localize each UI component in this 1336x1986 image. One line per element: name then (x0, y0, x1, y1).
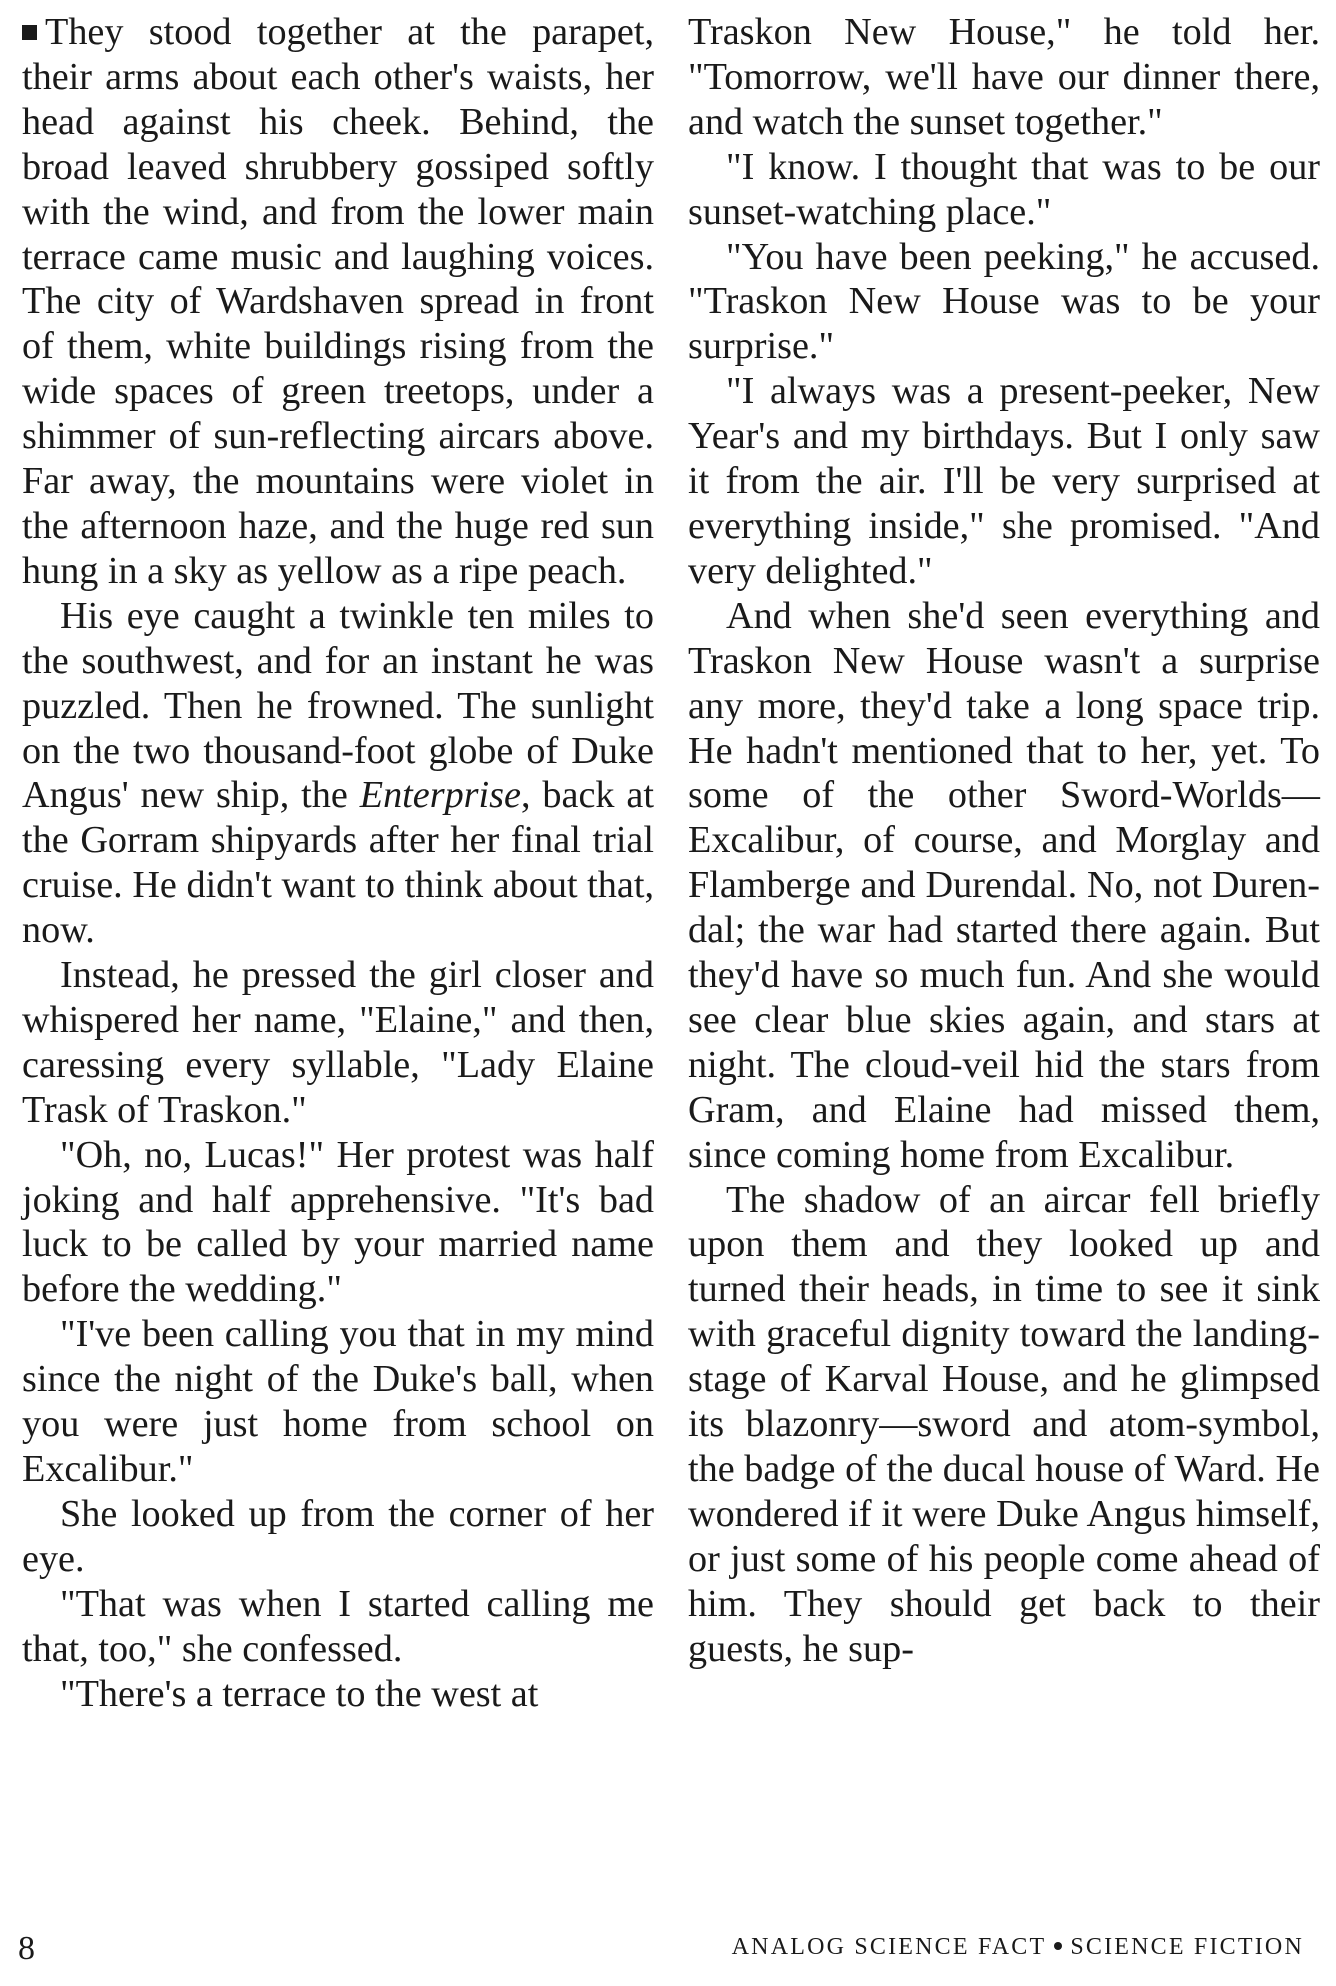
section-start-marker (22, 25, 37, 40)
paragraph: "Oh, no, Lucas!" Her protest was half joking and half apprehensive. "It's bad luck to be called by your married name before the wedding." (22, 1133, 654, 1311)
running-title (732, 1934, 1304, 1961)
paragraph: Traskon New House," he told her. "Tomorrow, we'll have our dinner there, and watch the sunset together." (688, 11, 1320, 143)
paragraph-text: His eye caught a twinkle ten miles to the southwest, and for an instant he was puzzled. Then he frowned. The sunlight on the two thousand-foot globe of Duke Angus' new ship, the (22, 594, 654, 817)
paragraph-text: , back at the Gorram shipyards after her final trial cruise. He didn't want to think about that, now. (22, 774, 654, 952)
left-text-column (22, 10, 654, 1716)
magazine-title-part: ANALOG SCIENCE FACT (731, 1934, 1047, 1960)
paragraph-text: They stood together at the parapet, their arms about each other's waists, her head against his cheek. Behind, the broad leaved shrubbery gossiped softly with the wind, and from the lower main terrace came music and laughing voices. The city of Wardshaven spread in front of them, white buildings rising from the wide spaces of green treetops, under a shimmer of sun-reflecting aircars above. Far away, the mountains were violet in the afternoon haze, and the huge red sun hung in a sky as yellow as a ripe peach. (22, 11, 654, 592)
paragraph: "You have been peeking," he accused. "Traskon New House was to be your surprise." (688, 235, 1320, 368)
paragraph: "I know. I thought that was to be our sunset-watching place." (688, 145, 1320, 233)
ship-name-italic: Enterprise (359, 774, 521, 817)
page-number: 8 (18, 1930, 35, 1967)
paragraph: "There's a terrace to the west at (60, 1672, 539, 1715)
magazine-title-part: SCIENCE FICTION (1070, 1934, 1304, 1960)
paragraph: "I always was a present-peeker, New Year's and my birthdays. But I only saw it from the air. I'll be very surprised at everything inside," she promised. "And very delighted." (688, 370, 1320, 592)
paragraph: Instead, he pressed the girl closer and whispered her name, "Elaine," and then, caressing every syllable, "Lady Elaine Trask of Traskon." (22, 954, 654, 1131)
paragraph (22, 594, 654, 953)
bullet-separator-icon (1054, 1942, 1062, 1950)
paragraph: "I've been calling you that in my mind since the night of the Duke's ball, when you were just home from school on Excalibur." (22, 1313, 654, 1490)
paragraph: "That was when I started calling me that, too," she confessed. (22, 1582, 654, 1670)
right-text-column (688, 10, 1320, 1672)
paragraph: The shadow of an aircar fell briefly upon them and they looked up and turned their heads, in time to see it sink with graceful dignity toward the landing-stage of Karval House, and he glimpsed its blazonry—sword and atom-symbol, the badge of the ducal house of Ward. He wondered if it were Duke Angus himself, or just some of his people come ahead of him. They should get back to their guests, he sup- (688, 1178, 1320, 1670)
page-footer (18, 1930, 1318, 1970)
paragraph: She looked up from the corner of her eye. (22, 1492, 654, 1580)
paragraph (22, 10, 654, 594)
paragraph: And when she'd seen everything and Traskon New House wasn't a surprise any more, they'd take a long space trip. He hadn't mentioned that to her, yet. To some of the other Sword-Worlds—Excalibur, of course, and Morglay and Flamberge and Durendal. No, not Durendal; the war had started there again. But they'd have so much fun. And she would see clear blue skies again, and stars at night. The cloud-veil hid the stars from Gram, and Elaine had missed them, since coming home from Excalibur. (688, 594, 1320, 1176)
